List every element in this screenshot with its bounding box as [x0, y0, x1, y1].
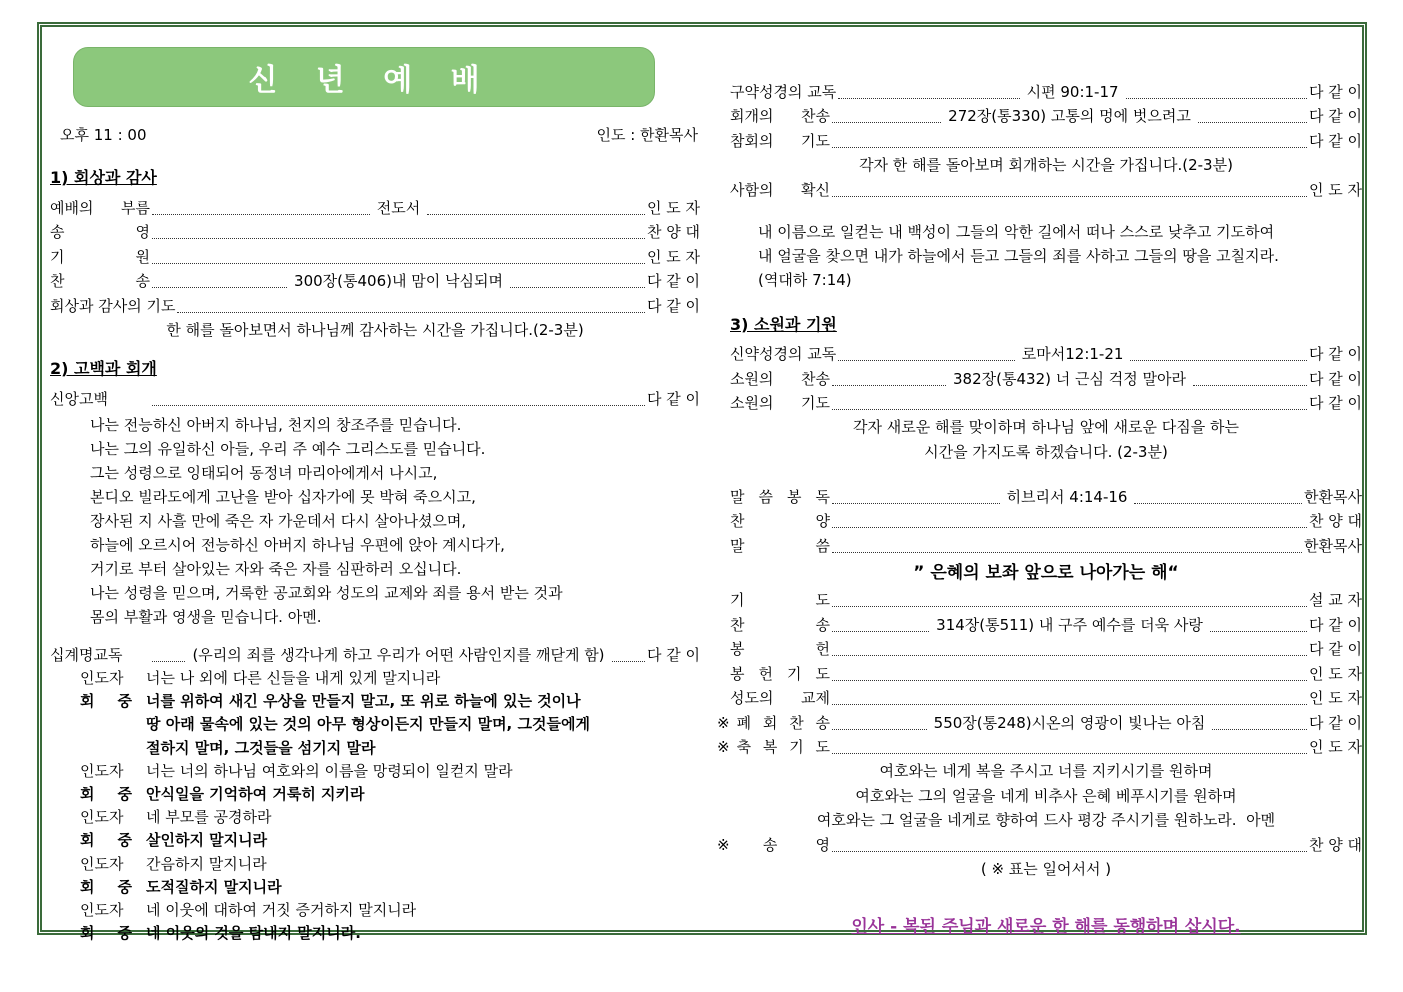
paragraph	[50, 413, 700, 629]
program-row	[717, 735, 1362, 760]
program-row	[730, 104, 1362, 129]
responsive-reading-line	[50, 876, 700, 899]
program-label: 십계명교독	[50, 646, 123, 665]
page-title: 신 년 예 배	[248, 63, 494, 98]
program-row	[730, 128, 1362, 153]
paragraph-line: 내 이름으로 일컫는 내 백성이 그들의 악한 길에서 떠나 스스로 낮추고 기도하여	[758, 222, 1275, 241]
dotted-leader	[510, 273, 645, 288]
responsive-reading-line	[50, 899, 700, 922]
dotted-leader	[1126, 84, 1307, 99]
dotted-leader	[152, 647, 185, 662]
program-label: 찬 송	[730, 615, 830, 634]
dotted-leader	[1130, 346, 1307, 361]
right-column	[717, 79, 1363, 937]
program-row	[730, 509, 1362, 534]
program-label: ※축 복 기 도	[717, 738, 830, 757]
speaker-label: 인도자	[80, 808, 124, 827]
program-label: 성도의 교제	[730, 689, 830, 708]
dotted-leader	[832, 513, 1307, 528]
responsive-reading-line	[50, 737, 700, 760]
note-line: 한 해를 돌아보면서 하나님께 감사하는 시간을 가집니다.(2-3분)	[166, 320, 584, 339]
program-detail: 로마서12:1-21	[1021, 345, 1124, 364]
dotted-leader	[832, 666, 1307, 681]
program-label: 송 영	[50, 223, 150, 242]
program-label: ※폐 회 찬 송	[717, 713, 830, 732]
program-row	[730, 661, 1362, 686]
program-label: 찬 양	[730, 512, 830, 531]
program-assignee: 인 도 자	[1308, 738, 1362, 757]
note-line: 여호와는 그 얼굴을 네게로 향하여 드사 평강 주시기를 원하노라. 아멘	[816, 811, 1276, 829]
program-label: 봉 헌	[730, 640, 830, 659]
header-row	[50, 123, 700, 147]
reading-text: 네 이웃에 대하여 거짓 증거하지 말지니라	[146, 900, 417, 919]
dotted-leader	[177, 298, 645, 313]
program-label: 회개의 찬송	[730, 107, 830, 126]
program-assignee: 인 도 자	[646, 247, 700, 266]
program-assignee: 다 같 이	[646, 296, 700, 315]
program-detail: 314장(통511) 내 구주 예수를 더욱 사랑	[936, 615, 1203, 634]
reading-text: 네 부모를 공경하라	[146, 808, 272, 827]
program-row	[730, 366, 1362, 391]
program-assignee: 한환목사	[1304, 487, 1363, 506]
program-row	[730, 533, 1362, 558]
spacer	[730, 202, 1362, 218]
responsive-reading-line	[50, 829, 700, 852]
note-line: 여호와는 네게 복을 주시고 너를 지키시기를 원하며	[879, 762, 1213, 780]
note-line: 각자 새로운 해를 맞이하며 하나님 앞에 새로운 다짐을 하는	[853, 418, 1239, 436]
responsive-reading-line	[50, 713, 700, 736]
greeting-line: 인사 - 복된 주님과 새로운 한 해를 동행하며 삽시다.	[851, 916, 1241, 937]
speaker-label: 인도자	[80, 900, 124, 919]
program-row	[50, 643, 700, 668]
dotted-leader	[832, 690, 1307, 705]
dotted-leader	[612, 647, 645, 662]
dotted-leader	[838, 84, 1019, 99]
reading-text: 안식일을 기억하여 거룩히 지키라	[146, 784, 365, 803]
spacer	[730, 294, 1362, 312]
speaker-label: 회 중	[80, 877, 132, 896]
note-line: ( ※ 표는 일어서서 )	[980, 860, 1112, 878]
program-row	[730, 637, 1362, 662]
program-assignee: 찬 양 대	[1308, 512, 1362, 531]
program-label: 구약성경의 교독	[730, 82, 837, 101]
program-assignee: 인 도 자	[1308, 689, 1362, 708]
speaker-label: 인도자	[80, 761, 124, 780]
reading-text: 너를 위하여 새긴 우상을 만들지 말고, 또 위로 하늘에 있는 것이나	[146, 692, 581, 711]
program-assignee: 한환목사	[1304, 536, 1362, 555]
page-border	[37, 22, 1367, 943]
program-assignee: 다 같 이	[646, 272, 700, 291]
note-line: 각자 한 해를 돌아보며 회개하는 시간을 가집니다.(2-3분)	[859, 155, 1233, 174]
dotted-leader	[1193, 371, 1307, 386]
program-label: 신앙고백	[50, 389, 108, 408]
program-row	[730, 484, 1362, 509]
program-label: 말 씀	[730, 536, 830, 555]
program-label: 기 도	[730, 591, 830, 610]
program-row	[730, 612, 1362, 637]
dotted-leader	[832, 395, 1307, 410]
program-detail: 히브리서 4:14-16	[1006, 487, 1128, 506]
dotted-leader	[152, 249, 645, 264]
left-column	[50, 43, 700, 945]
program-detail: 382장(통432) 너 근심 걱정 말아라	[953, 369, 1186, 388]
speaker-label: 인도자	[80, 669, 124, 687]
paragraph-line: 본디오 빌라도에게 고난을 받아 십자가에 못 박혀 죽으시고,	[90, 487, 476, 506]
program-assignee: 다 같 이	[646, 389, 700, 408]
program-label: 회상과 감사의 기도	[50, 296, 176, 315]
program-assignee: 다 같 이	[1308, 82, 1362, 101]
program-assignee: 다 같 이	[1309, 615, 1363, 634]
program-label: ※송 영	[717, 836, 830, 855]
program-detail: 시편 90:1-17	[1026, 82, 1119, 101]
dotted-leader	[152, 273, 287, 288]
program-label: 사함의 확신	[730, 180, 830, 199]
program-row	[50, 244, 700, 269]
paragraph-line: 내 얼굴을 찾으면 내가 하늘에서 듣고 그들의 죄를 사하고 그들의 땅을 고칠지라.	[758, 246, 1279, 265]
paragraph-line: 거기로 부터 살아있는 자와 죽은 자를 심판하러 오십니다.	[90, 559, 462, 578]
program-row	[730, 79, 1362, 104]
dotted-leader	[832, 182, 1307, 197]
note-line: 시간을 가지도록 하겠습니다. (2-3분)	[924, 442, 1168, 461]
responsive-reading-line	[50, 760, 700, 783]
speaker-label	[80, 737, 132, 760]
dotted-leader	[1210, 617, 1307, 632]
program-assignee: 인 도 자	[1308, 180, 1362, 199]
dotted-leader	[832, 641, 1307, 656]
reading-text: 네 이웃의 것을 탐내지 말지니라.	[146, 924, 361, 943]
paragraph-line: 하늘에 오르시어 전능하신 아버지 하나님 우편에 앉아 계시다가,	[90, 535, 505, 554]
program-detail: 550장(통248)시온의 영광이 빛나는 아침	[933, 713, 1206, 732]
service-time: 오후 11 : 00	[60, 126, 147, 144]
responsive-reading-line	[50, 922, 700, 945]
dotted-leader	[1134, 489, 1302, 504]
program-label: 신약성경의 교독	[730, 345, 837, 364]
program-assignee: 다 같 이	[1308, 369, 1362, 388]
program-assignee: 찬 양 대	[646, 223, 700, 242]
speaker-label: 회 중	[80, 831, 132, 850]
dotted-leader	[832, 617, 929, 632]
program-row	[730, 391, 1362, 416]
program-assignee: 다 같 이	[1308, 107, 1362, 126]
dotted-leader	[152, 391, 645, 406]
reading-text: 너는 너의 하나님 여호와의 이름을 망령되이 일컫지 말라	[146, 761, 513, 780]
dotted-leader	[832, 739, 1307, 754]
speaker-label: 인도자	[80, 854, 124, 873]
program-detail: (우리의 죄를 생각나게 하고 우리가 어떤 사람인지를 깨닫게 함)	[192, 646, 605, 665]
program-detail: 300장(통406)내 맘이 낙심되며	[294, 272, 503, 291]
section-heading: 3) 소원과 기원	[730, 314, 837, 334]
speaker-label: 회 중	[80, 784, 132, 803]
program-row	[717, 833, 1362, 858]
program-label: 소원의 찬송	[730, 369, 830, 388]
program-label: 소원의 기도	[730, 394, 830, 413]
note-line: 여호와는 그의 얼굴을 네게 비추사 은혜 베푸시기를 원하며	[855, 786, 1237, 805]
program-assignee: 다 같 이	[646, 646, 700, 665]
paragraph-line: 그는 성령으로 잉태되어 동정녀 마리아에게서 나시고,	[90, 463, 438, 482]
program-row	[50, 195, 700, 220]
program-label: 참회의 기도	[730, 131, 830, 150]
program-row	[730, 588, 1362, 613]
program-row	[50, 269, 700, 294]
paragraph-line: (역대하 7:14)	[758, 270, 852, 289]
dotted-leader	[832, 538, 1302, 553]
paragraph-line: 장사된 지 사흘 만에 죽은 자 가운데서 다시 살아나셨으며,	[90, 511, 467, 530]
section-heading: 1) 회상과 감사	[50, 168, 157, 187]
reading-text: 간음하지 말지니라	[146, 854, 267, 873]
dotted-leader	[832, 108, 941, 123]
responsive-reading-line	[50, 667, 700, 690]
responsive-reading-line	[50, 853, 700, 876]
responsive-reading-line	[50, 806, 700, 829]
paragraph-line: 나는 성령을 믿으며, 거룩한 공교회와 성도의 교제와 죄를 용서 받는 것과	[90, 583, 563, 602]
dotted-leader	[152, 224, 645, 239]
program-assignee: 다 같 이	[1308, 345, 1362, 364]
spacer	[730, 882, 1362, 898]
program-assignee: 다 같 이	[1308, 131, 1362, 150]
program-detail: 전도서	[376, 198, 421, 217]
program-assignee: 인 도 자	[1308, 664, 1362, 683]
program-detail: 272장(통330) 고통의 멍에 벗으려고	[948, 107, 1191, 126]
reading-text: 살인하지 말지니라	[146, 831, 268, 850]
paragraph-line: 몸의 부활과 영생을 믿습니다. 아멘.	[90, 607, 322, 626]
sermon-title: ” 은혜의 보좌 앞으로 나아가는 해“	[913, 562, 1179, 583]
program-assignee: 다 같 이	[1308, 713, 1362, 732]
program-assignee: 찬 양 대	[1308, 836, 1362, 855]
section-heading: 2) 고백과 회개	[50, 359, 157, 378]
program-label: 기 원	[50, 247, 150, 266]
dotted-leader	[832, 592, 1307, 607]
speaker-label: 회 중	[80, 924, 132, 943]
dotted-leader	[832, 715, 927, 730]
program-assignee: 다 같 이	[1308, 640, 1362, 659]
spacer	[730, 464, 1362, 484]
program-label: 말 씀 봉 독	[730, 487, 830, 506]
program-row	[730, 686, 1362, 711]
dotted-leader	[832, 371, 946, 386]
dotted-leader	[1198, 108, 1307, 123]
spacer	[50, 631, 700, 643]
program-assignee: 다 같 이	[1308, 394, 1362, 413]
program-label: 예배의 부름	[50, 198, 150, 217]
spacer	[50, 342, 700, 356]
program-row	[730, 177, 1362, 202]
program-row	[50, 293, 700, 318]
title-banner	[73, 47, 655, 107]
dotted-leader	[838, 346, 1015, 361]
reading-text: 너는 나 외에 다른 신들을 내게 있게 말지니라	[146, 669, 441, 687]
reading-text: 절하지 말며, 그것들을 섬기지 말라	[146, 738, 376, 757]
reading-text: 도적질하지 말지니라	[146, 877, 282, 896]
dotted-leader	[832, 837, 1307, 852]
dotted-leader	[1212, 715, 1307, 730]
service-leader: 인도 : 한환목사	[596, 126, 698, 144]
program-assignee: 설 교 자	[1308, 591, 1362, 610]
program-row	[730, 342, 1362, 367]
paragraph	[730, 220, 1362, 292]
paragraph-line: 나는 전능하신 아버지 하나님, 천지의 창조주를 믿습니다.	[90, 415, 462, 434]
dotted-leader	[832, 133, 1307, 148]
speaker-label	[80, 713, 132, 736]
dotted-leader	[152, 200, 370, 215]
responsive-reading-line	[50, 690, 700, 713]
dotted-leader	[427, 200, 645, 215]
program-row	[50, 220, 700, 245]
speaker-label: 회 중	[80, 692, 132, 711]
program-label: 찬 송	[50, 272, 150, 291]
dotted-leader	[832, 489, 1000, 504]
program-row	[50, 386, 700, 411]
program-assignee: 인 도 자	[646, 198, 700, 217]
paragraph-line: 나는 그의 유일하신 아들, 우리 주 예수 그리스도를 믿습니다.	[90, 439, 486, 458]
program-label: 봉 헌 기 도	[730, 664, 830, 683]
responsive-reading-line	[50, 783, 700, 806]
reading-text: 땅 아래 물속에 있는 것의 아무 형상이든지 만들지 말며, 그것들에게	[146, 715, 590, 734]
program-row	[717, 710, 1362, 735]
